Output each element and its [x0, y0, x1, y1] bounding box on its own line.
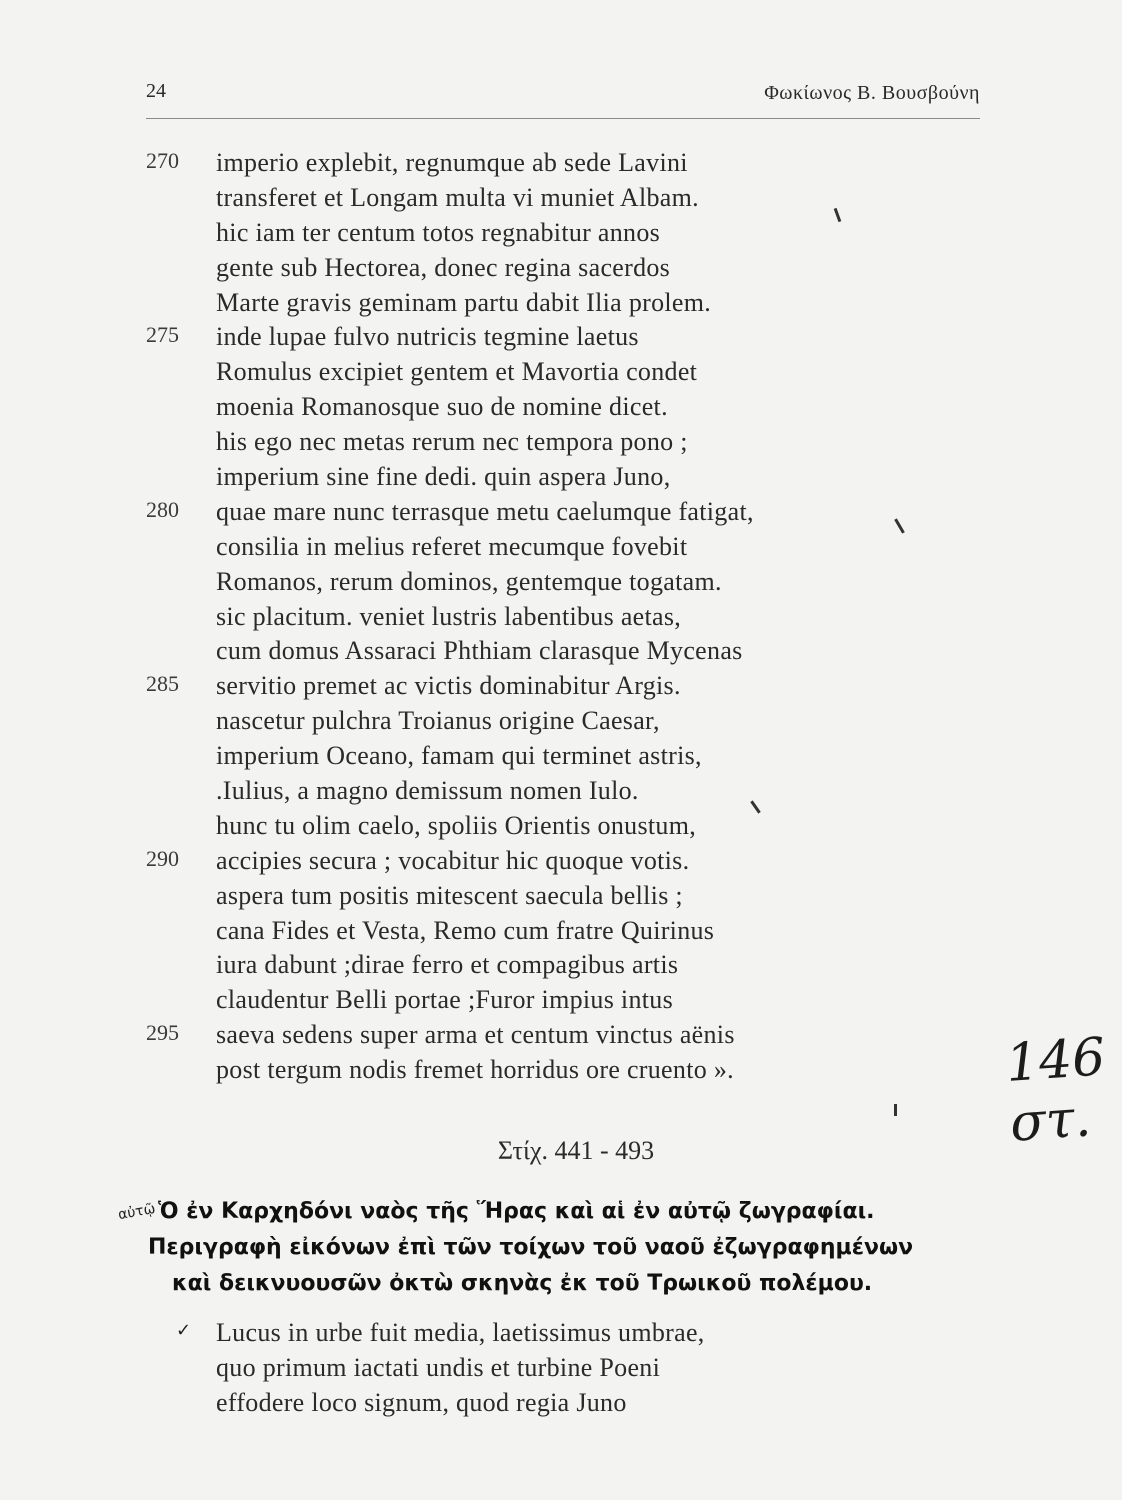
- pencil-tick: [750, 800, 760, 813]
- verse-text: sic placitum. veniet lustris labentibus aetas,: [216, 601, 682, 631]
- verse-text: transferet et Longam multa vi muniet Albam.: [216, 182, 699, 212]
- verse-text: imperium sine fine dedi. quin aspera Juno,: [216, 462, 671, 492]
- verse-text: cana Fides et Vesta, Remo cum fratre Quirinus: [216, 915, 715, 945]
- pencil-tick: [894, 518, 905, 533]
- verse-number: 280: [146, 496, 179, 522]
- verse-text: claudentur Belli portae ;Furor impius intus: [216, 985, 673, 1015]
- pencil-tick: [834, 208, 842, 222]
- verse-text: Marte gravis geminam partu dabit Ilia prolem.: [216, 287, 712, 317]
- title-line: Ὁ ἐν Καρχηδόνι ναὸς τῆς Ἥρας καὶ αἱ ἐν αὐτῷ ζωγραφίαι.: [158, 1199, 875, 1224]
- verse-text: hic iam ter centum totos regnabitur annos: [216, 217, 661, 247]
- section-title: [148, 1194, 1008, 1302]
- verse-number: 290: [146, 845, 179, 871]
- pencil-tick: [894, 1104, 897, 1116]
- page-header: [146, 80, 980, 114]
- verse-text: post tergum nodis fremet horridus ore cruento ».: [216, 1055, 734, 1085]
- passage-text: effodere loco signum, quod regia Juno: [216, 1387, 627, 1417]
- verse-number: 270: [146, 148, 179, 173]
- verse-text: consilia in melius referet mecumque fovebit: [216, 531, 688, 561]
- verse-text: iura dabunt ;dirae ferro et compagibus artis: [216, 950, 679, 980]
- passage-text: Lucus in urbe fuit media, laetissimus umbrae,: [216, 1318, 705, 1347]
- verse-text: quae mare nunc terrasque metu caelumque fatigat,: [216, 496, 754, 526]
- title-line: καὶ δεικνυουσῶν ὀκτὼ σκηνὰς ἐκ τοῦ Τρωικοῦ πολέμου.: [172, 1271, 873, 1296]
- verse-text: gente sub Hectorea, donec regina sacerdos: [216, 252, 671, 282]
- verse-text: imperio explebit, regnumque ab sede Lavini: [216, 148, 688, 177]
- verse-text: Romulus excipiet gentem et Mavortia condet: [216, 357, 698, 387]
- verse-text: imperium Oceano, famam qui terminet astris,: [216, 741, 702, 771]
- verse-text: cum domus Assaraci Phthiam clarasque Mycenas: [216, 636, 743, 666]
- verse-number: 285: [146, 671, 179, 697]
- page-number: 24: [146, 80, 166, 102]
- verse-text: servitio premet ac victis dominabitur Argis.: [216, 671, 681, 701]
- verse-number: 275: [146, 322, 179, 348]
- verse-text: inde lupae fulvo nutricis tegmine laetus: [216, 322, 639, 352]
- verse-text: his ego nec metas rerum nec tempora pono ;: [216, 427, 688, 457]
- header-rule: [146, 118, 980, 119]
- verse-text: accipies secura ; vocabitur hic quoque votis.: [216, 845, 690, 875]
- verse-text: hunc tu olim caelo, spoliis Orientis onustum,: [216, 810, 697, 840]
- verse-text: .Iulius, a magno demissum nomen Iulo.: [216, 776, 639, 806]
- verse-text: saeva sedens super arma et centum vinctus aënis: [216, 1020, 735, 1050]
- verse-text: moenia Romanosque suo de nomine dicet.: [216, 392, 668, 422]
- check-mark-icon: ✓: [176, 1320, 192, 1341]
- verse-text: Romanos, rerum dominos, gentemque togatam.: [216, 566, 722, 596]
- verse-number: 295: [146, 1020, 179, 1046]
- verse-text: aspera tum positis mitescent saecula bellis ;: [216, 880, 683, 910]
- handwritten-margin-note: αὐτῷ: [116, 1200, 157, 1224]
- section-heading: Στίχ. 441 - 493: [497, 1136, 655, 1165]
- verse-text: nascetur pulchra Troianus origine Caesar,: [216, 706, 660, 736]
- running-head: Φωκίωνος Β. Βουσβούνη: [764, 82, 980, 104]
- handwritten-line-count: 146 στ.: [1003, 1027, 1108, 1154]
- title-line: Περιγραφὴ εἰκόνων ἐπὶ τῶν τοίχων τοῦ ναοῦ ἐζωγραφημένων: [148, 1235, 914, 1260]
- passage-text: quo primum iactati undis et turbine Poeni: [216, 1352, 661, 1382]
